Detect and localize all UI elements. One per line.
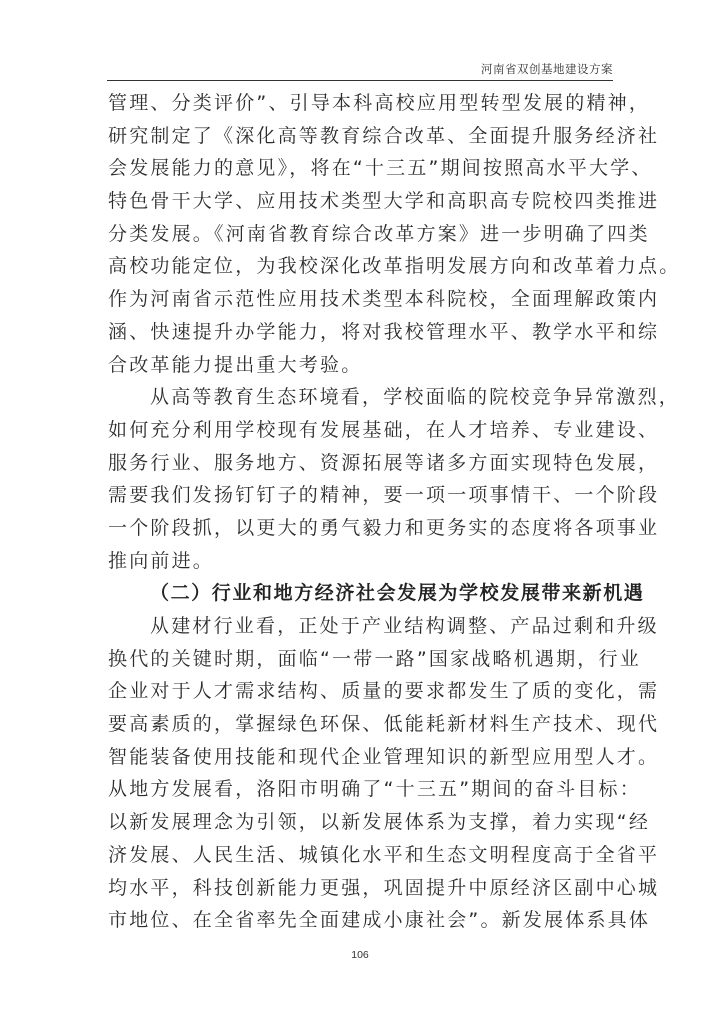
text-line: 管理、分类评价”、引导本科高校应用型转型发展的精神， [108, 92, 651, 114]
text-line: 服务行业、服务地方、资源拓展等诸多方面实现特色发展， [108, 451, 660, 474]
text-line: 特色骨干大学、应用技术类型大学和高职高专院校四类推进 [108, 190, 660, 213]
text-line: 济发展、人民生活、城镇化水平和生态文明程度高于全省平 [108, 843, 660, 866]
text-line: 企业对于人才需求结构、质量的要求都发生了质的变化，需 [108, 680, 660, 703]
paragraph-start-line: 从高等教育生态环境看，学校面临的院校竞争异常激烈， [150, 386, 681, 409]
text-line: 作为河南省示范性应用技术类型本科院校，全面理解政策内 [108, 288, 660, 311]
text-line: 合改革能力提出重大考验。 [108, 353, 363, 376]
body-text [108, 87, 681, 937]
header-title: 河南省双创基地建设方案 [481, 62, 613, 76]
text-line: 从地方发展看，洛阳市明确了“十三五”期间的奋斗目标： [108, 778, 641, 801]
text-line: 换代的关键时期，面临“一带一路”国家战略机遇期，行业 [108, 647, 641, 670]
text-line: 如何充分利用学校现有发展基础，在人才培养、专业建设、 [108, 418, 660, 441]
text-line: 涵、快速提升办学能力，将对我校管理水平、教学水平和综 [108, 320, 660, 343]
text-line: 分类发展。《河南省教育综合改革方案》进一步明确了四类 [108, 222, 650, 245]
text-line: 需要我们发扬钉钉子的精神，要一项一项事情干、一个阶段 [108, 484, 660, 507]
text-line: 研究制定了《深化高等教育综合改革、全面提升服务经济社 [108, 124, 660, 147]
text-line: 推向前进。 [108, 549, 215, 572]
running-header [107, 60, 613, 81]
text-line: 要高素质的，掌握绿色环保、低能耗新材料生产技术、现代 [108, 713, 660, 736]
paragraph-start-line: 从建材行业看，正处于产业结构调整、产品过剩和升级 [150, 615, 659, 637]
text-line: 以新发展理念为引领，以新发展体系为支撑，着力实现“经 [108, 811, 651, 834]
page-number: 106 [351, 949, 369, 961]
text-line: 会发展能力的意见》，将在“十三五”期间按照高水平大学、 [108, 157, 653, 180]
text-line: 高校功能定位，为我校深化改革指明发展方向和改革着力点。 [108, 255, 681, 278]
text-line: 智能装备使用技能和现代企业管理知识的新型应用型人才。 [108, 745, 660, 768]
section-heading: （二）行业和地方经济社会发展为学校发展带来新机遇 [150, 582, 645, 605]
text-line: 市地位、在全省率先全面建成小康社会”。新发展体系具体 [108, 909, 651, 932]
text-line: 均水平，科技创新能力更强，巩固提升中原经济区副中心城 [108, 876, 660, 899]
text-line: 一个阶段抓，以更大的勇气毅力和更务实的态度将各项事业 [108, 516, 660, 539]
